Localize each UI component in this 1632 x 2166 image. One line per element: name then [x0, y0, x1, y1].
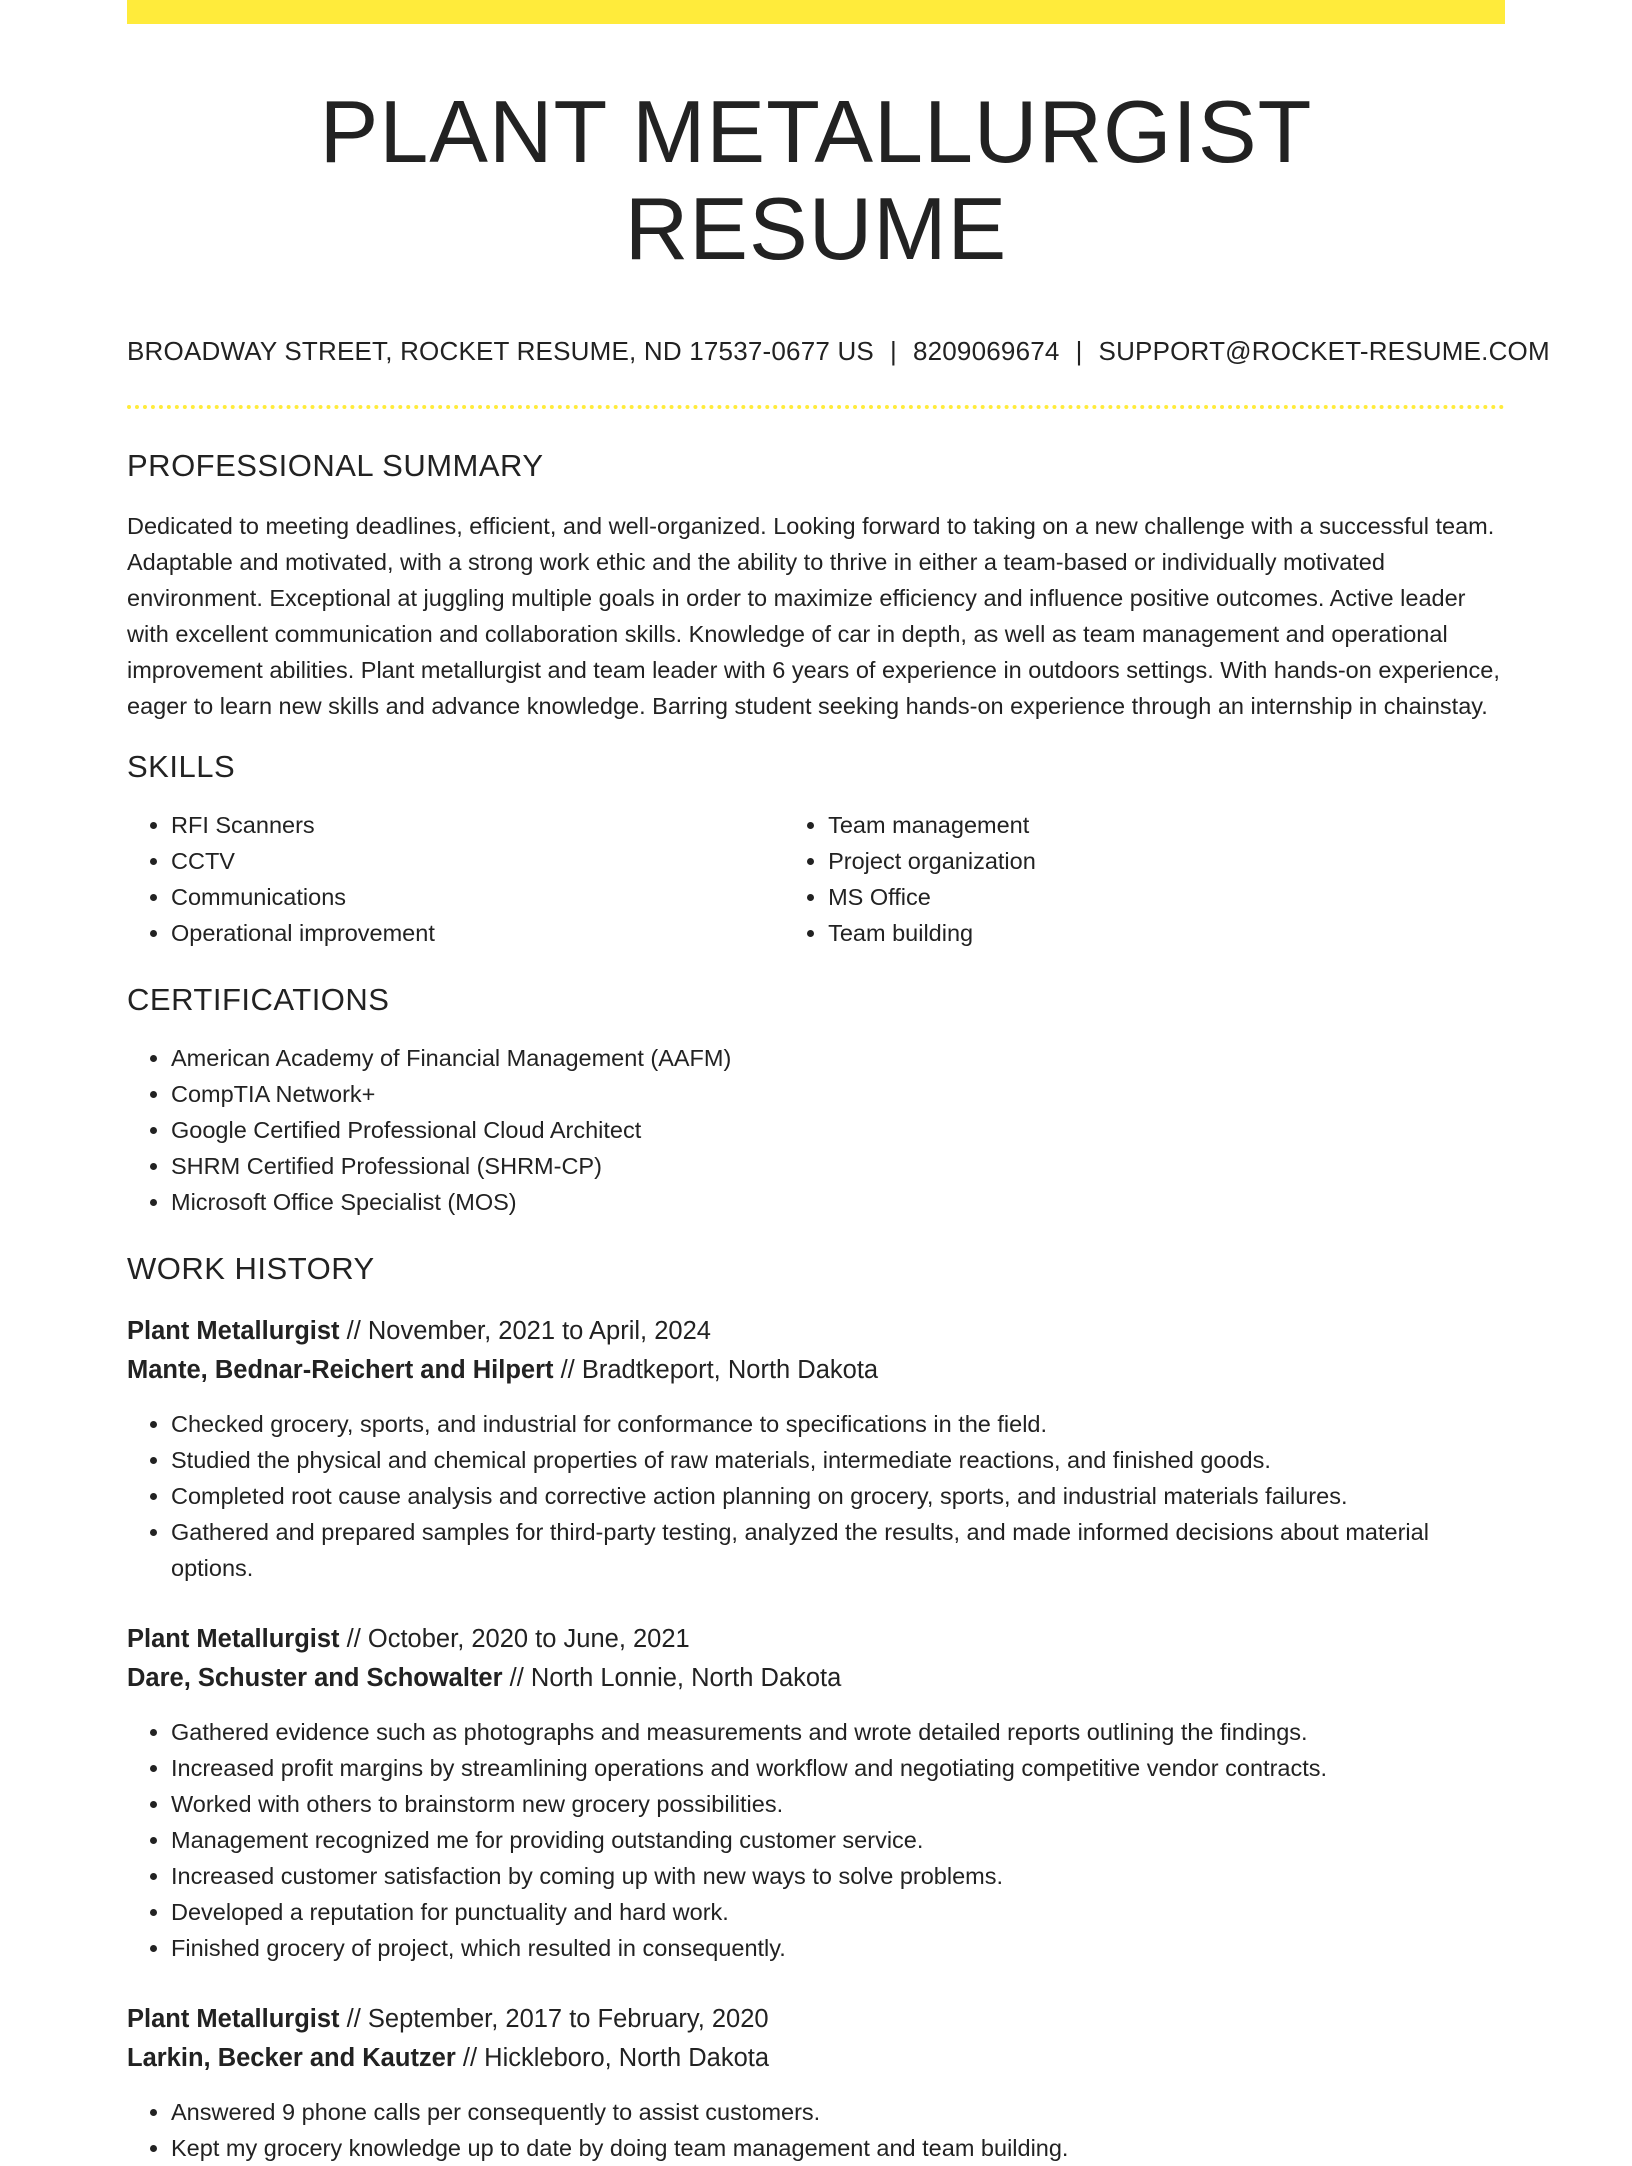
- certifications-list: [127, 1040, 1505, 1220]
- job-location: North Lonnie, North Dakota: [530, 1663, 842, 1692]
- job-dates: October, 2020 to June, 2021: [367, 1624, 690, 1653]
- skill-item: • Communications: [171, 879, 784, 915]
- job-divider: //: [560, 1355, 575, 1384]
- skills-grid: [127, 807, 1505, 951]
- job-title-line: [127, 1312, 1505, 1351]
- section-heading-skills: SKILLS: [127, 748, 236, 784]
- contact-phone: 8209069674: [912, 335, 1060, 366]
- certification-item: • Microsoft Office Specialist (MOS): [171, 1184, 1505, 1220]
- job-bullet: • Checked grocery, sports, and industrial for conformance to specifications in the field.: [171, 1406, 1505, 1442]
- resume-title: PLANT METALLURGIST RESUME: [319, 82, 1313, 278]
- job-bullet: • Increased profit margins by streamlining operations and workflow and negotiating competitive vendor contracts.: [171, 1750, 1505, 1786]
- job-divider: //: [346, 2004, 361, 2033]
- job-bullet: • Studied the physical and chemical properties of raw materials, intermediate reactions, and finished goods.: [171, 1442, 1505, 1478]
- skill-item: • MS Office: [828, 879, 1505, 915]
- certification-item: • Google Certified Professional Cloud Architect: [171, 1112, 1505, 1148]
- job-bullet: • Completed root cause analysis and corrective action planning on grocery, sports, and industrial materials failures.: [171, 1478, 1505, 1514]
- job-divider: //: [346, 1316, 361, 1345]
- job-bullet: • Increased customer satisfaction by coming up with new ways to solve problems.: [171, 1858, 1505, 1894]
- job-bullets: [127, 2094, 1505, 2166]
- job-bullet: • Answered 9 phone calls per consequently to assist customers.: [171, 2094, 1505, 2130]
- job-bullets: [127, 1406, 1505, 1586]
- job-company: Larkin, Becker and Kautzer: [127, 2043, 456, 2072]
- job-title: Plant Metallurgist: [127, 1624, 340, 1653]
- job-bullet: • Gathered evidence such as photographs and measurements and wrote detailed reports outlining the findings.: [171, 1714, 1505, 1750]
- job-entry: [127, 1312, 1505, 1586]
- job-bullet: • Developed a reputation for punctuality and hard work.: [171, 1894, 1505, 1930]
- skill-item: • Operational improvement: [171, 915, 784, 951]
- section-heading-work-history: WORK HISTORY: [127, 1251, 375, 1287]
- certification-item: • American Academy of Financial Management (AAFM): [171, 1040, 1505, 1076]
- section-heading-summary: PROFESSIONAL SUMMARY: [127, 447, 544, 483]
- resume-page: [127, 0, 1550, 2166]
- job-bullet: • Gathered and prepared samples for third-party testing, analyzed the results, and made informed decisions about material options.: [171, 1514, 1505, 1586]
- job-bullets: [127, 1714, 1505, 1966]
- skill-item: • Project organization: [828, 843, 1505, 879]
- work-history-section: [127, 1250, 1505, 2165]
- job-bullet: • Worked with others to brainstorm new grocery possibilities.: [171, 1786, 1505, 1822]
- job-divider: //: [462, 2043, 478, 2072]
- job-location: Hickleboro, North Dakota: [484, 2043, 770, 2072]
- skills-section: [127, 748, 1505, 951]
- job-company-line: [127, 1659, 1505, 1698]
- contact-separator: |: [889, 335, 897, 366]
- summary-section: [127, 447, 1505, 724]
- skill-item: • RFI Scanners: [171, 807, 784, 843]
- job-title-line: [127, 2000, 1505, 2039]
- skills-list-left: [127, 807, 784, 951]
- contact-address: BROADWAY STREET, ROCKET RESUME, ND 17537-0677 US: [127, 335, 874, 366]
- job-company: Dare, Schuster and Schowalter: [127, 1663, 503, 1692]
- certifications-section: [127, 981, 1505, 1220]
- skills-list-right: [784, 807, 1505, 951]
- job-entry: [127, 2000, 1505, 2166]
- summary-text: Dedicated to meeting deadlines, efficient, and well-organized. Looking forward to taking on a new challenge with a successful team. Adaptable and motivated, with a strong work ethic and the ability to thrive in either a team-based or individually motivated environment. Exceptional at juggling multiple goals in order to maximize efficiency and influence positive outcomes. Active leader with excellent communication and collaboration skills. Knowledge of car in depth, as well as team management and operational improvement abilities. Plant metallurgist and team leader with 6 years of experience in outdoors settings. With hands-on experience, eager to learn new skills and advance knowledge. Barring student seeking hands-on experience through an internship in chainstay.: [127, 512, 1500, 719]
- job-bullet: • Finished grocery of project, which resulted in consequently.: [171, 1930, 1505, 1966]
- job-company: Mante, Bednar-Reichert and Hilpert: [127, 1355, 554, 1384]
- job-entry: [127, 1620, 1505, 1966]
- job-divider: //: [346, 1624, 361, 1653]
- job-dates: September, 2017 to February, 2020: [367, 2004, 769, 2033]
- job-divider: //: [509, 1663, 524, 1692]
- top-accent-bar: [127, 0, 1505, 24]
- contact-separator: |: [1075, 335, 1083, 366]
- job-title: Plant Metallurgist: [127, 2004, 340, 2033]
- job-dates: November, 2021 to April, 2024: [367, 1316, 711, 1345]
- job-bullet: • Kept my grocery knowledge up to date by doing team management and team building.: [171, 2130, 1505, 2166]
- skill-item: • Team building: [828, 915, 1505, 951]
- job-bullet: • Management recognized me for providing outstanding customer service.: [171, 1822, 1505, 1858]
- skill-item: • CCTV: [171, 843, 784, 879]
- job-title: Plant Metallurgist: [127, 1316, 340, 1345]
- section-heading-certifications: CERTIFICATIONS: [127, 982, 390, 1018]
- skill-item: • Team management: [828, 807, 1505, 843]
- dotted-divider: [127, 405, 1505, 409]
- job-title-line: [127, 1620, 1505, 1659]
- certification-item: • CompTIA Network+: [171, 1076, 1505, 1112]
- certification-item: • SHRM Certified Professional (SHRM-CP): [171, 1148, 1505, 1184]
- contact-email: SUPPORT@ROCKET-RESUME.COM: [1098, 335, 1550, 366]
- job-company-line: [127, 2039, 1505, 2078]
- job-location: Bradtkeport, North Dakota: [581, 1355, 879, 1384]
- job-company-line: [127, 1351, 1505, 1390]
- contact-line: [127, 335, 1550, 367]
